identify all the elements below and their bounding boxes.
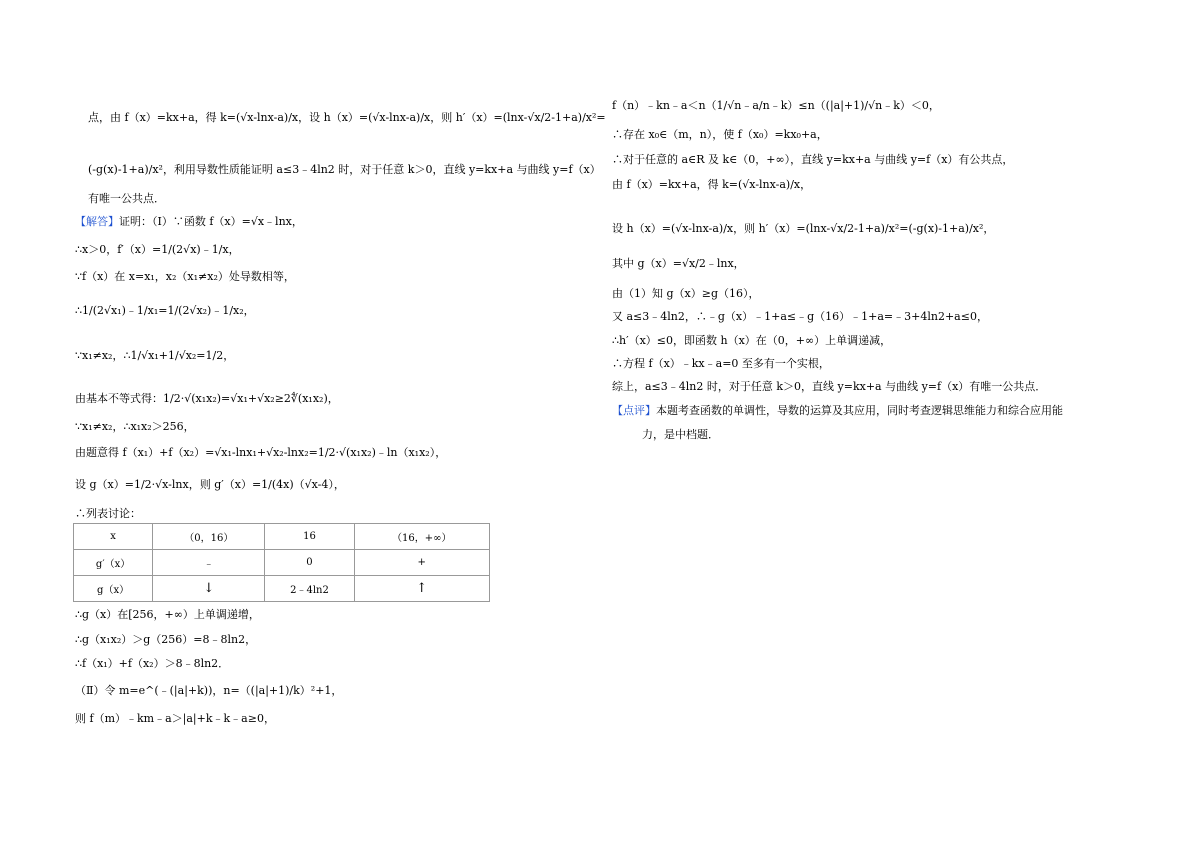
right-line-8: 又 a≤3﹣4ln2，∴﹣g（x）﹣1+a≤﹣g（16）﹣1+a=﹣3+4ln2+a≤0， [612,310,988,323]
left-line-8: ∵x₁≠x₂，∴1/√x₁+1/√x₂=1/2， [75,349,235,362]
right-line-4: 由 f（x）=kx+a，得 k=(√x-lnx-a)/x， [612,178,812,191]
table-cell: 16 [265,524,354,550]
down-arrow-icon: ↓ [153,576,265,602]
right-line-10: ∴方程 f（x）﹣kx﹣a=0 至多有一个实根， [612,357,830,370]
table-cell: （16，+∞） [354,524,490,550]
right-line-12: 【点评】本题考查函数的单调性，导数的运算及其应用，同时考查逻辑思维能力和综合应用能 [612,404,1063,417]
left-line-7: ∴1/(2√x₁)﹣1/x₁=1/(2√x₂)﹣1/x₂， [75,304,255,317]
left-line-11: 由题意得 f（x₁）+f（x₂）=√x₁-lnx₁+√x₂-lnx₂=1/2·√(x₁x₂)﹣ln（x₁x₂）， [75,446,447,459]
table-row [74,524,490,550]
review-tag: 【点评】 [612,404,656,417]
right-line-6: 其中 g（x）=√x/2﹣lnx， [612,257,745,270]
left-line-4: 【解答】证明：（Ⅰ）∵函数 f（x）=√x﹣lnx， [75,215,303,228]
left-line-16: ∴f（x₁）+f（x₂）＞8﹣8ln2． [75,657,230,670]
right-line-9: ∴h′（x）≤0，即函数 h（x）在（0，+∞）上单调递减， [612,334,892,347]
left-line-10: ∵x₁≠x₂，∴x₁x₂＞256， [75,420,195,433]
table-cell: （0，16） [153,524,265,550]
left-line-6: ∵f（x）在 x=x₁，x₂（x₁≠x₂）处导数相等， [75,270,295,283]
right-line-7: 由（1）知 g（x）≥g（16）， [612,287,760,300]
table-row [74,576,490,602]
table-cell: 2﹣4ln2 [265,576,354,602]
right-line-13: 力，是中档题． [642,428,719,441]
left-line-12: 设 g（x）=1/2·√x-lnx，则 g′（x）=1/(4x)（√x-4）， [75,478,345,491]
right-line-11: 综上，a≤3﹣4ln2 时，对于任意 k＞0，直线 y=kx+a 与曲线 y=f（x）有唯一公共点． [612,380,1047,393]
table-cell: 0 [265,550,354,576]
table-cell: ﹣ [153,550,265,576]
left-line-5: ∴x＞0，f′（x）=1/(2√x)﹣1/x， [75,243,240,256]
left-line-1: 点，由 f（x）=kx+a，得 k=(√x-lnx-a)/x，设 h（x）=(√x-lnx-a)/x，则 h′（x）=(lnx-√x/2-1+a)/x²= [88,111,606,124]
left-line-13: ∴列表讨论： [75,507,141,520]
sign-table [73,523,490,602]
left-line-18: 则 f（m）﹣km﹣a＞|a|+k﹣k﹣a≥0， [75,712,275,725]
up-arrow-icon: ↑ [354,576,490,602]
table-cell: g（x） [74,576,153,602]
right-line-5: 设 h（x）=(√x-lnx-a)/x，则 h′（x）=(lnx-√x/2-1+a)/x²=(-g(x)-1+a)/x²， [612,222,995,235]
right-line-3: ∴对于任意的 a∈R 及 k∈（0，+∞），直线 y=kx+a 与曲线 y=f（x）有公共点， [612,153,1014,166]
table-cell: x [74,524,153,550]
left-line-15: ∴g（x₁x₂）＞g（256）=8﹣8ln2， [75,633,257,646]
left-line-17: （Ⅱ）令 m=e^(﹣(|a|+k))，n=（(|a|+1)/k）²+1， [75,684,343,697]
table-cell: g′（x） [74,550,153,576]
left-line-3: 有唯一公共点． [88,192,165,205]
left-line-9: 由基本不等式得：1/2·√(x₁x₂)=√x₁+√x₂≥2∜(x₁x₂)， [75,392,339,405]
table-row [74,550,490,576]
left-line-2: (-g(x)-1+a)/x²，利用导数性质能证明 a≤3﹣4ln2 时，对于任意 k＞0，直线 y=kx+a 与曲线 y=f（x） [88,163,601,176]
right-line-1: f（n）﹣kn﹣a＜n（1/√n﹣a/n﹣k）≤n（(|a|+1)/√n﹣k）＜0， [612,99,940,112]
right-line-2: ∴存在 x₀∈（m，n），使 f（x₀）=kx₀+a， [612,128,828,141]
analysis-tag: 【解答】 [75,215,119,228]
left-line-14: ∴g（x）在[256，+∞）上单调递增， [75,608,260,621]
table-cell: + [354,550,490,576]
